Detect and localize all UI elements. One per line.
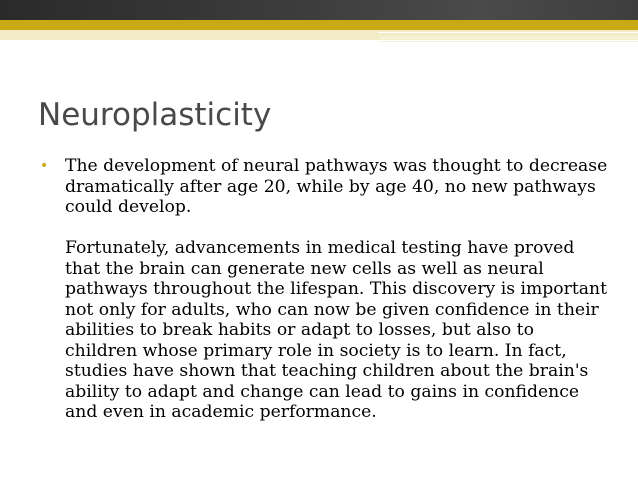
header-dark-bar xyxy=(0,0,638,20)
header-light-accent xyxy=(380,36,638,42)
header-accent-line-lower xyxy=(380,40,638,41)
header-gold-bar xyxy=(0,20,638,30)
paragraph-spacer xyxy=(65,218,610,239)
slide-title: Neuroplasticity xyxy=(38,97,272,133)
bullet-item xyxy=(40,156,610,423)
paragraph-2: Fortunately, advancements in medical testing have proved that the brain can generate new cells as well as neural pathways throughout the lifespan. This discovery is important not only for adults, who can now be given confidence in their abilities to break habits or adapt to losses, but also to children whose primary role in society is to learn. In fact, studies have shown that teaching children about the brain's ability to adapt and change can lead to gains in confidence and even in academic performance. xyxy=(65,238,608,422)
slide-body xyxy=(40,156,610,423)
header-accent-line xyxy=(378,32,638,33)
bullet-dot-icon: • xyxy=(40,158,49,174)
paragraph-1: The development of neural pathways was thought to decrease dramatically after age 20, while by age 40, no new pathways could develop. xyxy=(65,156,608,217)
